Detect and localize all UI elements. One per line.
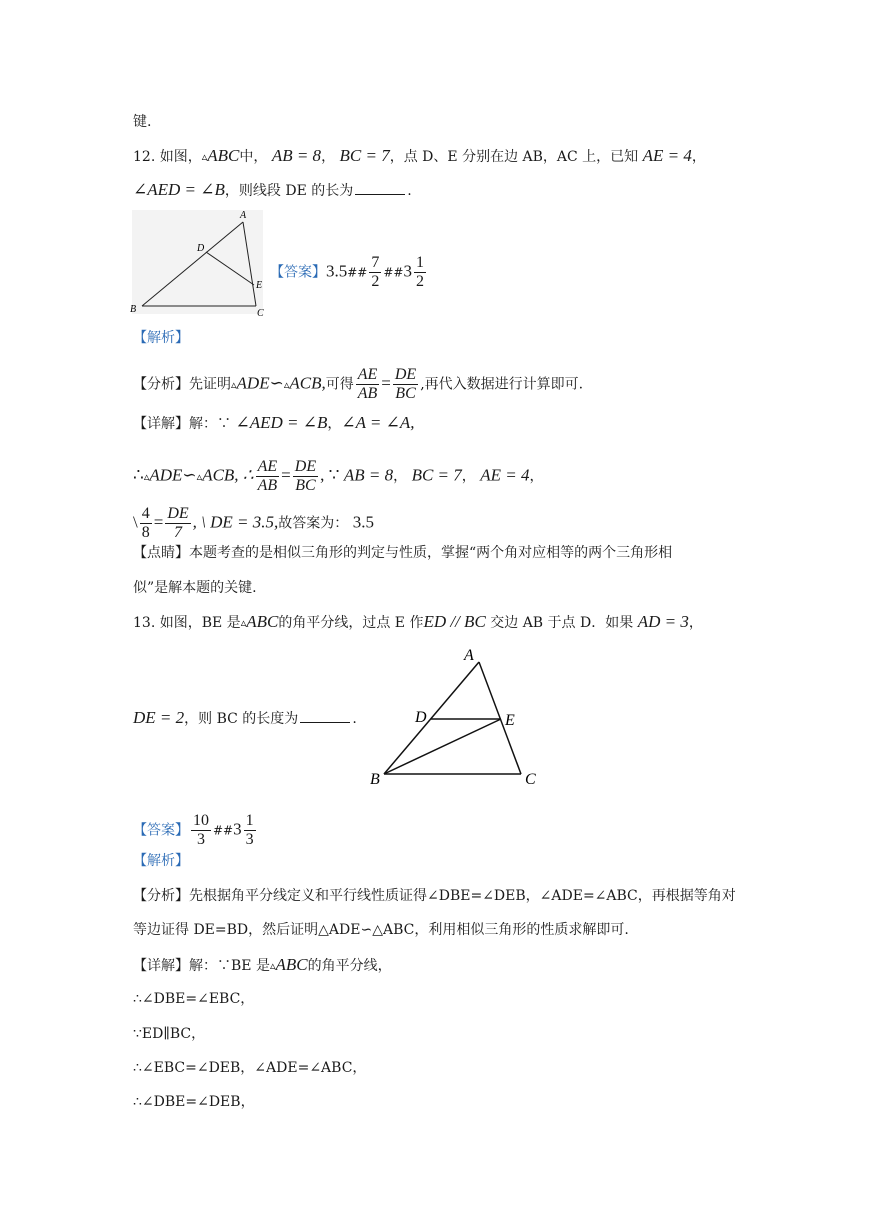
text: ，	[321, 149, 336, 165]
numerator: DE	[167, 505, 189, 522]
math: =	[281, 465, 291, 485]
text: 可得	[325, 376, 354, 393]
math: AE = 4	[642, 146, 692, 165]
math: ACB,	[289, 373, 326, 393]
fraction	[256, 458, 280, 495]
text: ，则线段 DE 的长为	[224, 183, 354, 199]
fraction	[140, 505, 152, 542]
denominator: BC	[395, 385, 416, 402]
label: 【点睛】	[133, 545, 189, 561]
fraction	[414, 254, 426, 291]
analysis-heading	[133, 328, 189, 348]
fraction	[356, 366, 380, 403]
text: 【解析】	[133, 853, 189, 869]
text: 解：∵BE 是	[189, 958, 270, 974]
vertex-label-b: B	[130, 304, 137, 315]
label: 【详解】	[133, 958, 189, 974]
text: 中，	[239, 149, 268, 165]
math: ACB, ∴	[202, 465, 254, 485]
detail2-line-1	[133, 955, 392, 977]
math: AE = 4	[480, 465, 530, 485]
math: ADE∽	[149, 465, 197, 485]
detail2-line-3	[133, 1024, 205, 1044]
numerator: 4	[141, 505, 150, 522]
label: 【分析】	[133, 376, 189, 393]
math: AB = 8	[343, 465, 394, 485]
text: .	[407, 183, 412, 199]
question-13-line-1	[133, 612, 703, 634]
math: BC = 7	[411, 465, 462, 485]
fraction	[369, 254, 381, 291]
answer-blank	[300, 710, 350, 723]
vertex-label-d: D	[415, 709, 427, 726]
separator: ##	[383, 265, 404, 280]
math: ABC	[246, 612, 279, 631]
math: ∠A = ∠A,	[341, 413, 415, 432]
fraction	[293, 458, 318, 495]
text: 键.	[133, 114, 152, 130]
text: 交边 AB 于点 D．如果	[490, 615, 634, 631]
analysis-line	[133, 366, 583, 403]
text: .	[352, 711, 357, 727]
vertex-label-b: B	[370, 771, 380, 788]
text: 故答案为：	[278, 515, 349, 532]
text: ∵ED∥BC，	[133, 1026, 206, 1042]
numerator: 1	[245, 812, 254, 829]
text: 似”是解本题的关键.	[133, 580, 257, 596]
math: =	[381, 373, 391, 393]
text: 【解析】	[133, 330, 189, 346]
answer-13	[133, 812, 258, 849]
math: 3.5	[326, 261, 348, 281]
triangle-symbol: ▵	[269, 959, 276, 972]
math: DE = 2	[133, 708, 185, 727]
math: 3	[233, 819, 242, 839]
text: ，	[691, 149, 706, 165]
math: 3.5	[352, 512, 374, 532]
math: , ∵	[320, 465, 340, 485]
question-12-line-2	[133, 180, 412, 201]
triangle-symbol: ▵	[196, 469, 203, 483]
denominator: BC	[295, 477, 316, 494]
denominator: 2	[415, 273, 424, 290]
detail2-line-5	[133, 1092, 255, 1112]
detail-line-2	[133, 458, 543, 495]
analysis-heading-2	[133, 851, 189, 871]
vertex-label-d: D	[197, 243, 205, 254]
denominator: AB	[257, 477, 278, 494]
vertex-label-c: C	[525, 771, 536, 788]
math: ED // BC	[423, 612, 486, 631]
question-13-line-2	[133, 708, 357, 729]
vertex-label-e: E	[256, 280, 263, 291]
denominator: 3	[197, 831, 205, 848]
question-number: 12.	[133, 149, 156, 165]
numerator: 1	[415, 254, 424, 271]
answer-label: 【答案】	[270, 264, 326, 281]
text: ，	[327, 416, 342, 432]
math: \	[133, 512, 138, 532]
fraction	[393, 366, 418, 403]
math: ABC	[275, 955, 308, 974]
numerator: AE	[257, 458, 278, 475]
text: ，	[529, 468, 544, 485]
detail2-line-4	[133, 1058, 366, 1078]
fraction	[165, 505, 190, 542]
numerator: 7	[371, 254, 380, 271]
denominator: 7	[173, 524, 182, 541]
question-12-line-1	[133, 146, 706, 168]
analysis-line-2a	[133, 886, 736, 906]
vertex-label-a: A	[464, 647, 474, 664]
text: ∴∠EBC=∠DEB，∠ADE=∠ABC，	[133, 1060, 367, 1076]
triangle-symbol: ▵	[143, 469, 150, 483]
text: 先证明	[189, 376, 231, 393]
math: =	[153, 512, 164, 532]
math: ABC	[207, 146, 240, 165]
triangle-symbol: ▵	[231, 377, 237, 391]
numerator: 10	[193, 812, 209, 829]
math: ∠AED = ∠B	[133, 180, 225, 199]
triangle-figure-2	[366, 640, 546, 790]
math: ∴	[133, 465, 144, 485]
denominator: AB	[357, 385, 378, 402]
separator: ##	[213, 823, 234, 838]
numerator: DE	[394, 366, 417, 383]
math: AD = 3	[637, 612, 689, 631]
math: , \ DE = 3.5,	[192, 512, 279, 532]
segment-be	[384, 719, 501, 774]
text: ，点 D、E 分别在边 AB，AC 上，已知	[389, 149, 639, 165]
summary-line-1	[133, 543, 672, 563]
text: ，	[393, 468, 408, 485]
math: ADE∽	[236, 373, 284, 393]
text: ,再代入数据进行计算即可.	[420, 376, 584, 393]
answer-blank	[355, 182, 405, 195]
vertex-label-c: C	[257, 308, 264, 319]
vertex-label-a: A	[240, 210, 247, 221]
fraction	[191, 812, 211, 849]
vertex-label-e: E	[505, 712, 515, 729]
math: 3	[403, 261, 412, 281]
text: 的角平分线，	[307, 958, 392, 974]
label: 【详解】	[133, 416, 189, 432]
answer-label: 【答案】	[133, 822, 189, 839]
detail-line-1	[133, 413, 415, 434]
text: 解：∵	[189, 416, 231, 432]
denominator: 8	[141, 524, 150, 541]
detail-line-3	[133, 505, 374, 542]
detail2-line-2	[133, 989, 254, 1009]
numerator: DE	[294, 458, 317, 475]
text: 等边证得 DE=BD，然后证明△ADE∽△ABC，利用相似三角形的性质求解即可.	[133, 922, 629, 938]
denominator: 3	[245, 831, 254, 848]
summary-line-2	[133, 578, 257, 598]
text: 如图，BE 是	[159, 615, 241, 631]
label: 【分析】	[133, 888, 189, 904]
text-line	[133, 112, 151, 132]
triangle-figure-1	[128, 206, 268, 320]
numerator: AE	[357, 366, 378, 383]
math: ∠AED = ∠B	[235, 413, 328, 432]
text: 如图，	[159, 149, 202, 165]
denominator: 2	[371, 273, 380, 290]
text: 先根据角平分线定义和平行线性质证得∠DBE=∠DEB，∠ADE=∠ABC，再根据等角对	[189, 888, 736, 904]
math: AB = 8	[271, 146, 322, 165]
text: ∴∠DBE=∠DEB，	[133, 1094, 255, 1110]
side-ab	[384, 662, 479, 774]
question-number: 13.	[133, 615, 156, 631]
text: ，则 BC 的长度为	[184, 711, 299, 727]
triangle-symbol: ▵	[240, 616, 247, 629]
analysis-line-2b	[133, 920, 629, 940]
triangle-symbol: ▵	[201, 150, 208, 163]
text: ∴∠DBE=∠EBC，	[133, 991, 255, 1007]
math: BC = 7	[339, 146, 390, 165]
text: ，	[461, 468, 476, 485]
text: ，	[688, 615, 703, 631]
separator: ##	[347, 265, 368, 280]
fraction	[244, 812, 256, 849]
answer-12	[270, 254, 428, 291]
triangle-symbol: ▵	[283, 377, 290, 391]
text: 的角平分线，过点 E 作	[278, 615, 424, 631]
text: 本题考查的是相似三角形的判定与性质，掌握“两个角对应相等的两个三角形相	[189, 545, 673, 561]
